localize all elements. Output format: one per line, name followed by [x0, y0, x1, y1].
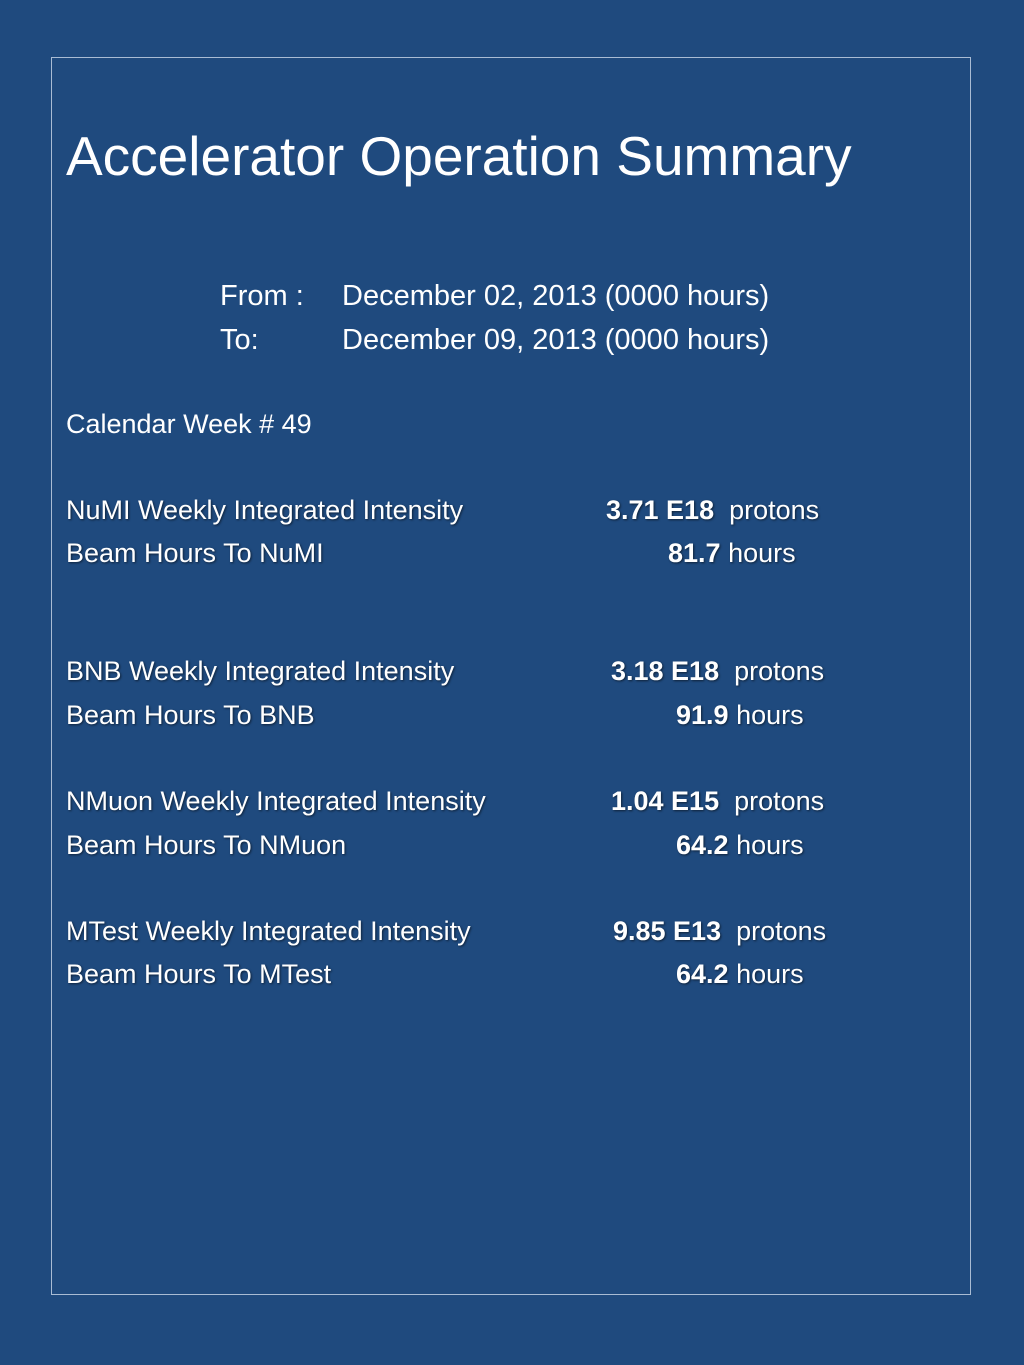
to-label: To: [220, 324, 259, 356]
bnb-intensity-number: 3.18 E18 [611, 656, 720, 686]
nmuon-intensity-label: NMuon Weekly Integrated Intensity [66, 786, 486, 816]
mtest-hours-label: Beam Hours To MTest [66, 959, 332, 989]
bnb-hours-unit: hours [736, 700, 804, 730]
numi-hours-label: Beam Hours To NuMI [66, 538, 324, 568]
bnb-intensity-label: BNB Weekly Integrated Intensity [66, 656, 455, 686]
nmuon-hours-value [676, 827, 804, 863]
nmuon-intensity-unit: protons [734, 786, 825, 816]
numi-intensity-label: NuMI Weekly Integrated Intensity [66, 495, 464, 525]
mtest-intensity-value [613, 913, 826, 949]
numi-intensity-value [606, 492, 819, 528]
bnb-hours-value [676, 697, 804, 733]
from-value: December 02, 2013 (0000 hours) [342, 280, 770, 312]
to-date-row [220, 322, 769, 358]
page-title: Accelerator Operation Summary [66, 125, 852, 187]
numi-hours-number: 81.7 [668, 538, 721, 568]
mtest-hours-value [676, 956, 804, 992]
bnb-intensity-value [611, 653, 824, 689]
numi-intensity-unit: protons [729, 495, 820, 525]
nmuon-intensity-value [611, 783, 824, 819]
bnb-hours-number: 91.9 [676, 700, 729, 730]
mtest-hours-number: 64.2 [676, 959, 729, 989]
calendar-week-label: Calendar Week # 49 [66, 409, 312, 439]
bnb-hours-label: Beam Hours To BNB [66, 700, 315, 730]
from-date-row [220, 278, 769, 314]
numi-hours-unit: hours [728, 538, 796, 568]
from-label: From : [220, 280, 304, 312]
nmuon-hours-label: Beam Hours To NMuon [66, 830, 347, 860]
mtest-intensity-number: 9.85 E13 [613, 916, 722, 946]
numi-intensity-number: 3.71 E18 [606, 495, 715, 525]
nmuon-hours-unit: hours [736, 830, 804, 860]
nmuon-intensity-number: 1.04 E15 [611, 786, 720, 816]
numi-hours-value [668, 535, 796, 571]
mtest-intensity-unit: protons [736, 916, 827, 946]
bnb-intensity-unit: protons [734, 656, 825, 686]
mtest-hours-unit: hours [736, 959, 804, 989]
mtest-intensity-label: MTest Weekly Integrated Intensity [66, 916, 471, 946]
nmuon-hours-number: 64.2 [676, 830, 729, 860]
to-value: December 09, 2013 (0000 hours) [342, 324, 770, 356]
